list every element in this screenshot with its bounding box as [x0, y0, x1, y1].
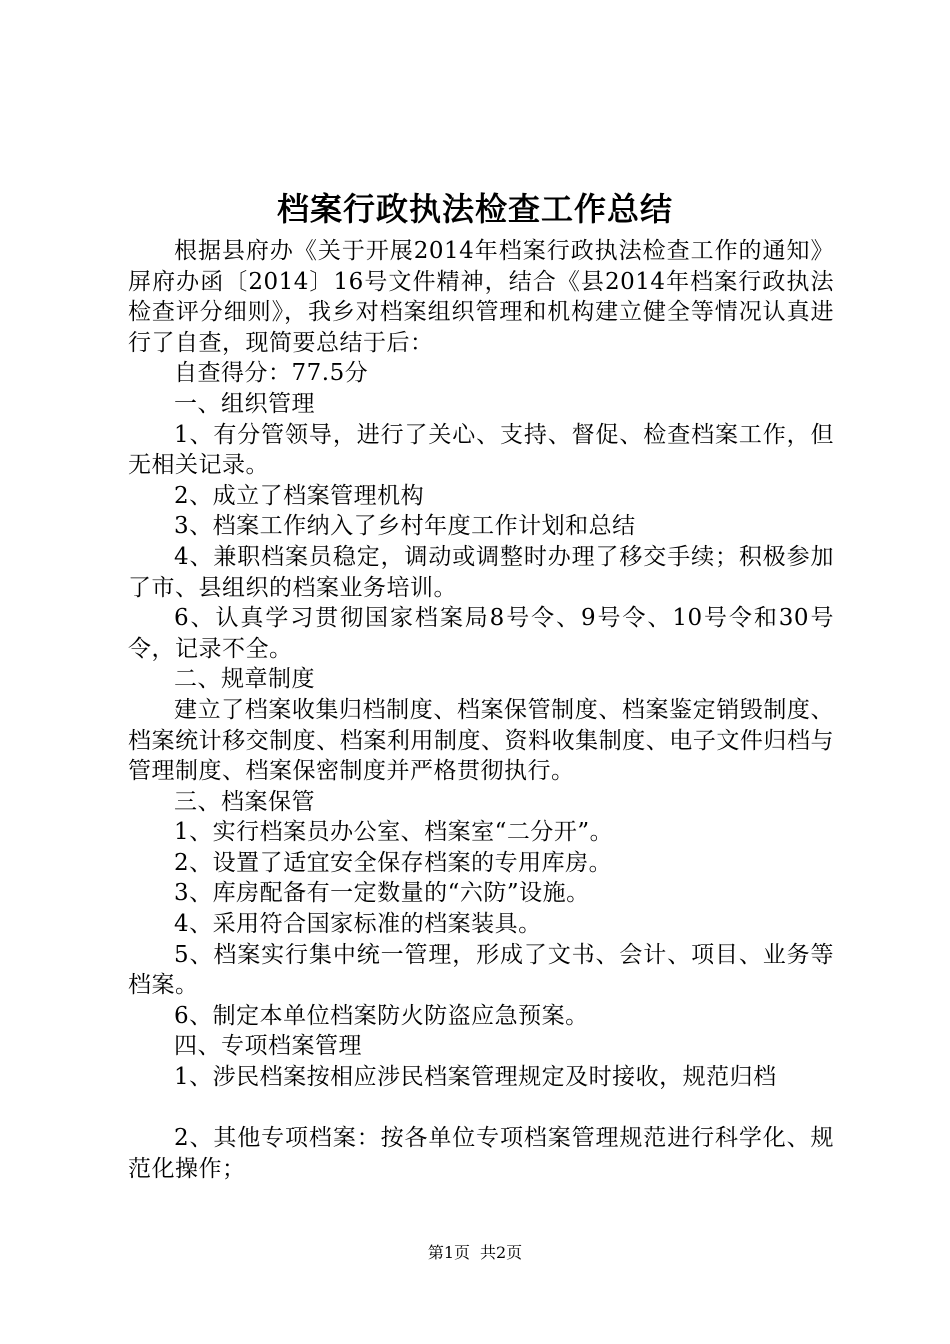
page-number-total: 共2页 [480, 1243, 523, 1262]
list-item: 2、设置了适宜安全保存档案的专用库房。 [174, 849, 613, 876]
document-title: 档案行政执法检查工作总结 [276, 190, 673, 228]
list-item: 3、档案工作纳入了乡村年度工作计划和总结 [174, 513, 636, 540]
list-item: 5、档案实行集中统一管理，形成了文书、会计、项目、业务等档案。 [128, 941, 834, 999]
paragraph-score: 自查得分：77.5分 [174, 360, 369, 387]
list-item: 1、实行档案员办公室、档案室“二分开”。 [174, 819, 614, 846]
list-item: 1、涉民档案按相应涉民档案管理规定及时接收，规范归档 [174, 1064, 777, 1091]
list-item: 6、制定本单位档案防火防盗应急预案。 [174, 1002, 589, 1029]
document-body [128, 236, 834, 1184]
list-item: 2、成立了档案管理机构 [174, 482, 425, 509]
page-number-current: 第1页 [427, 1243, 470, 1262]
list-item: 1、有分管领导，进行了关心、支持、督促、检查档案工作，但无相关记录。 [128, 421, 834, 479]
paragraph-rules: 建立了档案收集归档制度、档案保管制度、档案鉴定销毁制度、档案统计移交制度、档案利用制度、资料收集制度、电子文件归档与管理制度、档案保密制度并严格贯彻执行。 [128, 696, 834, 785]
section-heading-special-archives: 四、专项档案管理 [174, 1033, 362, 1060]
list-item: 4、采用符合国家标准的档案装具。 [174, 911, 542, 938]
list-item: 6、认真学习贯彻国家档案局8号令、9号令、10号令和30号令，记录不全。 [128, 605, 834, 662]
list-item: 4、兼职档案员稳定，调动或调整时办理了移交手续；积极参加了市、县组织的档案业务培训。 [128, 543, 834, 601]
section-heading-rules: 二、规章制度 [174, 666, 315, 693]
page-footer [0, 1241, 950, 1265]
list-item: 3、库房配备有一定数量的“六防”设施。 [174, 880, 590, 907]
section-heading-organization: 一、组织管理 [174, 390, 315, 417]
list-item: 2、其他专项档案：按各单位专项档案管理规范进行科学化、规范化操作； [128, 1125, 834, 1182]
section-heading-storage: 三、档案保管 [174, 788, 315, 815]
paragraph-intro: 根据县府办《关于开展2014年档案行政执法检查工作的通知》屏府办函〔2014〕16号文件精神，结合《县2014年档案行政执法检查评分细则》，我乡对档案组织管理和机构建立健全等情况认真进行了自查，现简要总结于后： [128, 238, 834, 356]
